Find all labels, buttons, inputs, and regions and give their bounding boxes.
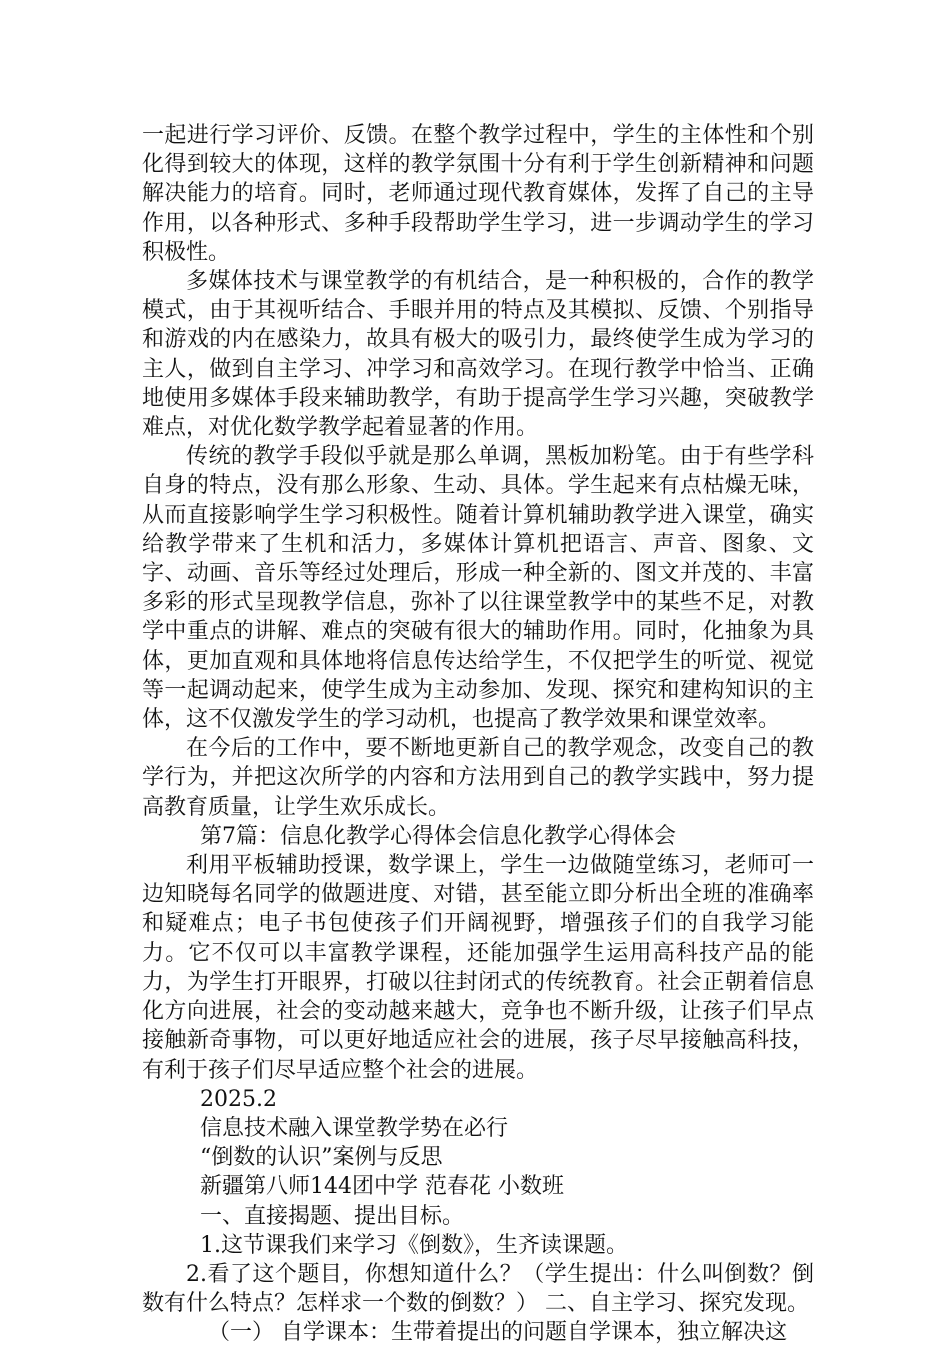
- document-body: [142, 121, 814, 1348]
- date-line: 2025.2: [200, 1086, 277, 1112]
- self-study-line: （一） 自学课本：生带着提出的问题自学课本，独立解决这: [208, 1320, 787, 1346]
- paragraph-future-work: 在今后的工作中，要不断地更新自己的教学观念，改变自己的教学行为，并把这次所学的内容和方法用到自己的教学实践中，努力提高教育质量，让学生欢乐成长。: [142, 736, 814, 820]
- article-title: 信息技术融入课堂教学势在必行: [200, 1115, 509, 1141]
- paragraph-multimedia: 多媒体技术与课堂教学的有机结合，是一种积极的，合作的教学模式，由于其视听结合、手眼并用的特点及其模拟、反馈、个别指导和游戏的内在感染力，故具有极大的吸引力，最终使学生成为学习的主人，做到自主学习、冲学习和高效学习。在现行教学中恰当、正确地使用多媒体手段来辅助教学，有助于提高学生学习兴趣，突破教学难点，对优化数学教学起着显著的作用。: [142, 269, 814, 441]
- article-subtitle: “倒数的认识”案例与反思: [200, 1145, 443, 1171]
- section-heading-7: 第7篇：信息化教学心得体会信息化教学心得体会: [200, 823, 676, 849]
- author-line: 新疆第八师144团中学 范春花 小数班: [200, 1174, 564, 1200]
- step-heading-1: 一、直接揭题、提出目标。: [200, 1203, 465, 1229]
- paragraph-evaluation: 一起进行学习评价、反馈。在整个教学过程中，学生的主体性和个别化得到较大的体现，这样的教学氛围十分有利于学生创新精神和问题解决能力的培育。同时，老师通过现代教育媒体，发挥了自己的主导作用，以各种形式、多种手段帮助学生学习，进一步调动学生的学习积极性。: [142, 123, 814, 265]
- step-item-1: 1.这节课我们来学习《倒数》，生齐读课题。: [200, 1232, 628, 1258]
- step-item-2: 2.看了这个题目，你想知道什么？（学生提出：什么叫倒数？倒数有什么特点？怎样求一个数的倒数？） 二、自主学习、探究发现。: [142, 1261, 814, 1317]
- paragraph-traditional-teaching: 传统的教学手段似乎就是那么单调，黑板加粉笔。由于有些学科自身的特点，没有那么形象、生动、具体。学生起来有点枯燥无味，从而直接影响学生学习积极性。随着计算机辅助教学进入课堂，确实给教学带来了生机和活力，多媒体计算机把语言、声音、图象、文字、动画、音乐等经过处理后，形成一种全新的、图文并茂的、丰富多彩的形式呈现教学信息，弥补了以往课堂教学中的某些不足，对教学中重点的讲解、难点的突破有很大的辅助作用。同时，化抽象为具体，更加直观和具体地将信息传达给学生，不仅把学生的听觉、视觉等一起调动起来，使学生成为主动参加、发现、探究和建构知识的主体，这不仅激发学生的学习动机，也提高了教学效果和课堂效率。: [142, 444, 814, 733]
- paragraph-tablet-teaching: 利用平板辅助授课，数学课上，学生一边做随堂练习，老师可一边知晓每名同学的做题进度、对错，甚至能立即分析出全班的准确率和疑难点；电子书包使孩子们开阔视野，增强孩子们的自我学习能力。它不仅可以丰富教学课程，还能加强学生运用高科技产品的能力，为学生打开眼界，打破以往封闭式的传统教育。社会正朝着信息化方向进展，社会的变动越来越大，竞争也不断升级，让孩子们早点接触新奇事物，可以更好地适应社会的进展，孩子尽早接触高科技，有利于孩子们尽早适应整个社会的进展。: [142, 853, 814, 1083]
